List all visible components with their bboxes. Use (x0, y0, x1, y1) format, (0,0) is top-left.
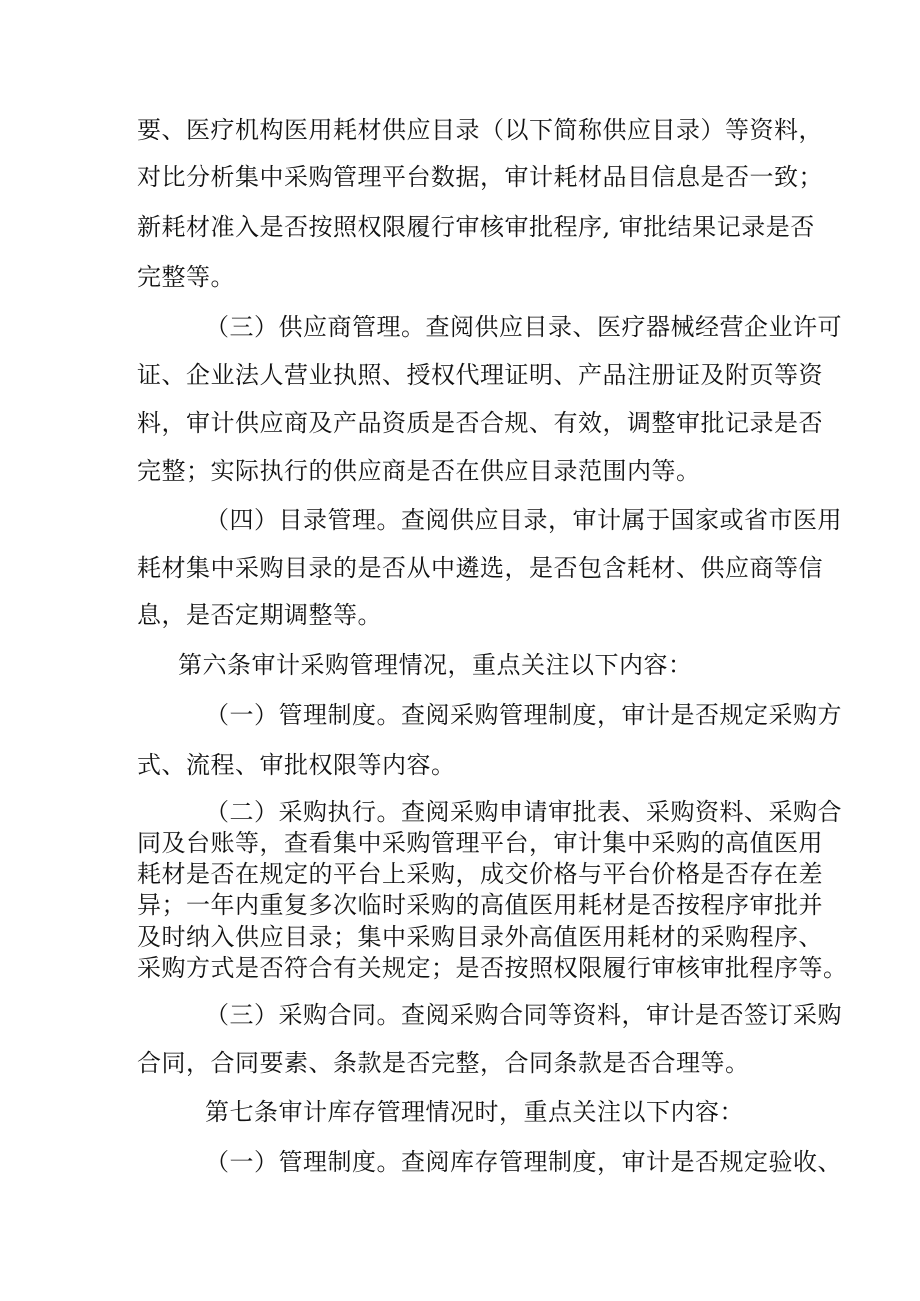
text-line: 息，是否定期调整等。 (137, 601, 382, 629)
text-line: （四）目录管理。查阅供应目录，审计属于国家或省市医用 (205, 506, 842, 534)
text-line: 完整等。 (137, 263, 235, 291)
text-line: （三）采购合同。查阅采购合同等资料，审计是否签订采购 (205, 1001, 842, 1029)
text-line: 及时纳入供应目录；集中采购目录外高值医用耗材的采购程序、 (137, 923, 823, 951)
text-line: 合同，合同要素、条款是否完整，合同条款是否合理等。 (137, 1049, 750, 1077)
text-line: 完整；实际执行的供应商是否在供应目录范围内等。 (137, 457, 701, 485)
text-line: 异；一年内重复多次临时采购的高值医用耗材是否按程序审批并 (137, 891, 823, 919)
text-line: 同及台账等，查看集中采购管理平台，审计集中采购的高值医用 (137, 829, 823, 857)
text-line: 第六条审计采购管理情况，重点关注以下内容： (178, 651, 693, 679)
text-line: 第七条审计库存管理情况时，重点关注以下内容： (205, 1098, 744, 1126)
text-line: 证、企业法人营业执照、授权代理证明、产品注册证及附页等资 (137, 361, 823, 389)
text-line: 耗材集中采购目录的是否从中遴选，是否包含耗材、供应商等信 (137, 554, 823, 582)
text-line: （二）采购执行。查阅采购申请审批表、采购资料、采购合 (205, 798, 842, 826)
text-line: 对比分析集中采购管理平台数据，审计耗材品目信息是否一致； (137, 163, 823, 191)
text-line: （三）供应商管理。查阅供应目录、医疗器械经营企业许可 (205, 313, 842, 341)
text-line: 要、医疗机构医用耗材供应目录（以下简称供应目录）等资料， (137, 116, 823, 144)
text-line: 式、流程、审批权限等内容。 (137, 751, 456, 779)
text-line: 料，审计供应商及产品资质是否合规、有效，调整审批记录是否 (137, 409, 823, 437)
text-line: 耗材是否在规定的平台上采购，成交价格与平台价格是否存在差 (137, 860, 823, 888)
text-line: 新耗材准入是否按照权限履行审核审批程序, 审批结果记录是否 (137, 213, 815, 241)
text-line: （一）管理制度。查阅采购管理制度，审计是否规定采购方 (205, 701, 842, 729)
text-line: 采购方式是否符合有关规定；是否按照权限履行审核审批程序等。 (137, 954, 848, 982)
text-line: （一）管理制度。查阅库存管理制度，审计是否规定验收、 (205, 1148, 842, 1176)
